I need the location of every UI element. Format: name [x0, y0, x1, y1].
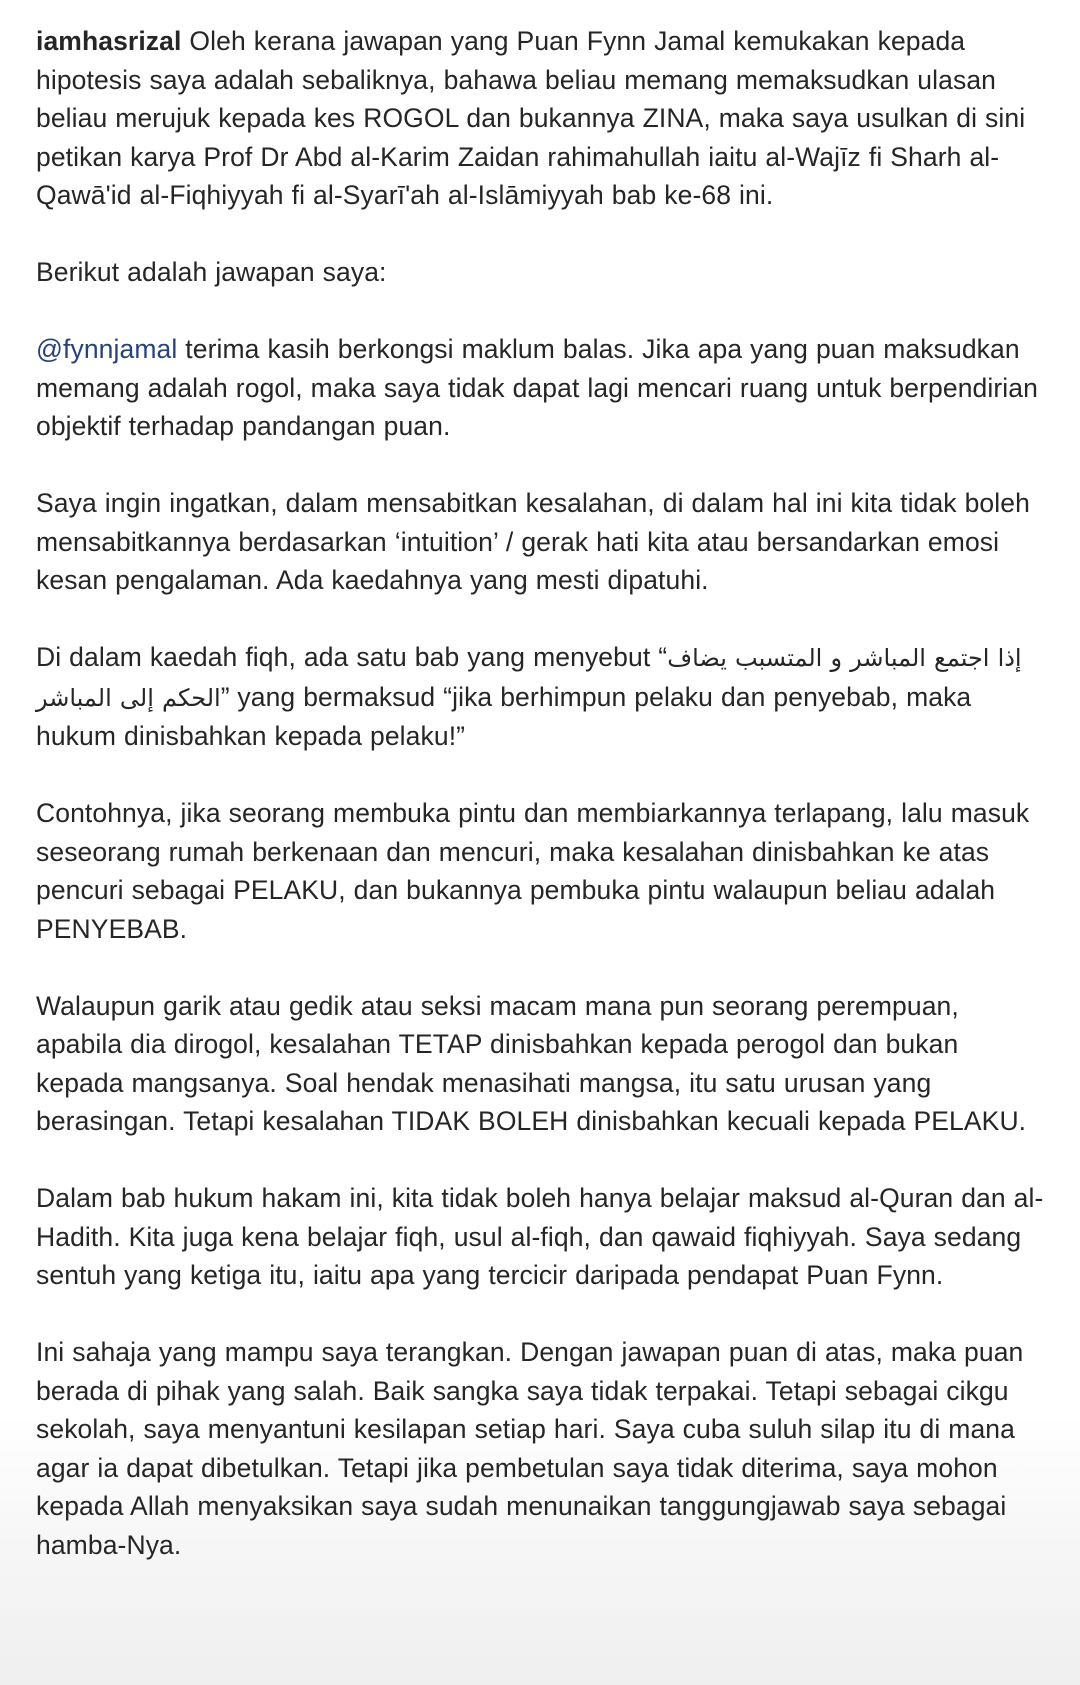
comment-paragraph-2: Berikut adalah jawapan saya: — [36, 257, 387, 287]
mention-link[interactable]: @fynnjamal — [36, 334, 178, 364]
paragraph-5-post: ” yang bermaksud “jika berhimpun pelaku dan penyebab, maka hukum dinisbahkan kepada pelaku!” — [36, 681, 972, 751]
comment-paragraph-6: Contohnya, jika seorang membuka pintu dan membiarkannya terlapang, lalu masuk seseorang rumah berkenaan dan mencuri, maka kesalahan dinisbahkan ke atas pencuri sebagai PELAKU, dan bukannya pembuka pintu walaupun beliau adalah PENYEBAB. — [36, 798, 1030, 944]
username-link[interactable]: iamhasrizal — [36, 26, 182, 56]
paragraph-3-text: terima kasih berkongsi maklum balas. Jika apa yang puan maksudkan memang adalah rogol, maka saya tidak dapat lagi mencari ruang untuk berpendirian objektif terhadap pandangan puan. — [36, 334, 1038, 441]
intro-text: Oleh kerana jawapan yang Puan Fynn Jamal kemukakan kepada hipotesis saya adalah sebaliknya, bahawa beliau memang memaksudkan ulasan beliau merujuk kepada kes ROGOL dan bukannya ZINA, maka saya usulkan di sini petikan karya Prof Dr Abd al-Karim Zaidan rahimahullah iaitu al-Wajīz fi Sharh al-Qawā'id al-Fiqhiyyah fi al-Syarī'ah al-Islāmiyyah bab ke-68 ini. — [36, 26, 1026, 210]
comment-paragraph-9: Ini sahaja yang mampu saya terangkan. Dengan jawapan puan di atas, maka puan berada di pihak yang salah. Baik sangka saya tidak terpakai. Tetapi sebagai cikgu sekolah, saya menyantuni kesilapan setiap hari. Saya cuba suluh silap itu di mana agar ia dapat dibetulkan. Tetapi jika pembetulan saya tidak diterima, saya mohon kepada Allah menyaksikan saya sudah menunaikan tanggungjawab saya sebagai hamba-Nya. — [36, 1337, 1024, 1560]
comment-paragraph-7: Walaupun garik atau gedik atau seksi macam mana pun seorang perempuan, apabila dia dirogol, kesalahan TETAP dinisbahkan kepada perogol dan bukan kepada mangsanya. Soal hendak menasihati mangsa, itu satu urusan yang berasingan. Tetapi kesalahan TIDAK BOLEH dinisbahkan kecuali kepada PELAKU. — [36, 990, 1027, 1136]
arabic-quote: إذا اجتمع المباشر و المتسبب يضاف الحكم إلى المباشر — [36, 644, 1022, 712]
comment-paragraph-8: Dalam bab hukum hakam ini, kita tidak boleh hanya belajar maksud al-Quran dan al-Hadith. Kita juga kena belajar fiqh, usul al-fiqh, dan qawaid fiqhiyyah. Saya sedang sentuh yang ketiga itu, iaitu apa yang tercicir daripada pendapat Puan Fynn. — [36, 1183, 1044, 1290]
comment-paragraph-3 — [36, 330, 1046, 446]
comment-paragraph-intro — [36, 22, 1046, 215]
paragraph-5-pre: Di dalam kaedah fiqh, ada satu bab yang menyebut “ — [36, 642, 668, 672]
comment-body — [36, 22, 1046, 1603]
comment-paragraph-5 — [36, 638, 1046, 756]
comment-paragraph-4: Saya ingin ingatkan, dalam mensabitkan kesalahan, di dalam hal ini kita tidak boleh mensabitkannya berdasarkan ‘intuition’ / gerak hati kita atau bersandarkan emosi kesan pengalaman. Ada kaedahnya yang mesti dipatuhi. — [36, 488, 1030, 595]
